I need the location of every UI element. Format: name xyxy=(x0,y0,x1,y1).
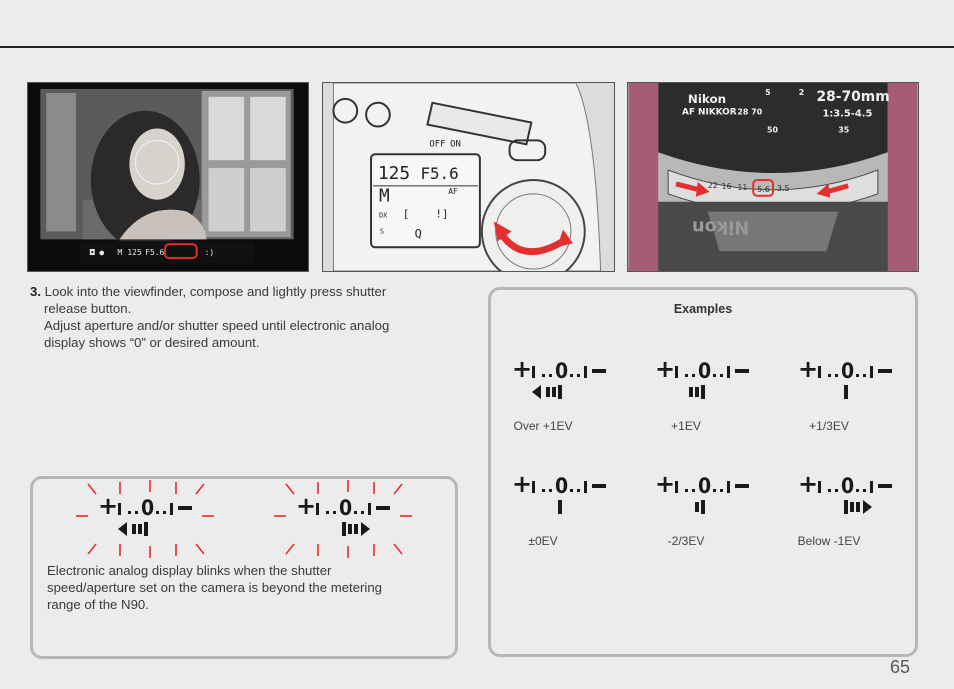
lcd-shutter: 125 xyxy=(377,162,411,184)
example-2-dot-left-1 xyxy=(835,374,838,377)
example-5-plus: + xyxy=(798,470,819,498)
example-4-dot-right-0 xyxy=(713,489,716,492)
example-item xyxy=(504,355,634,433)
example-0-bar-0 xyxy=(558,385,562,399)
example-2-zero: 0 xyxy=(841,359,855,383)
zoom-70: 70 xyxy=(751,107,763,117)
example-5-minus xyxy=(878,484,892,488)
example-1-plus: + xyxy=(655,355,676,383)
blink-0-bar-0 xyxy=(144,522,148,536)
blink-0-ray-4 xyxy=(196,484,204,494)
example-0-bar-2 xyxy=(546,387,550,397)
blink-caption-line-1: Electronic analog display blinks when the shutter xyxy=(47,563,332,578)
viewfinder-photo xyxy=(27,82,309,272)
example-0-tick-left xyxy=(532,366,535,378)
example-5-bar-0 xyxy=(844,500,848,514)
example-item xyxy=(790,355,920,433)
example-3-display xyxy=(512,470,606,514)
blink-0-bar-2 xyxy=(132,524,136,534)
blink-0-zero: 0 xyxy=(141,496,155,520)
blink-1-bar-0 xyxy=(342,522,346,536)
svg-text:◘ ●: ◘ ● xyxy=(89,248,105,258)
example-1-dot-left-0 xyxy=(685,374,688,377)
example-label: Below -1EV xyxy=(797,534,861,548)
blink-1-ray-11 xyxy=(394,544,402,554)
example-2-tick-left xyxy=(818,366,821,378)
example-3-bar-center xyxy=(558,500,562,514)
blink-0-ray-0 xyxy=(88,484,96,494)
blink-1-ray-0 xyxy=(286,484,294,494)
scale-22: 22 xyxy=(707,180,718,190)
example-5-zero: 0 xyxy=(841,474,855,498)
dist-2: 2 xyxy=(798,87,805,97)
lens-photo xyxy=(627,82,919,272)
vf-shutter: 125 xyxy=(127,248,142,258)
example-1-zero: 0 xyxy=(698,359,712,383)
blink-caption-line-2: speed/aperture set on the camera is beyond the metering xyxy=(47,580,383,595)
blink-0-plus: + xyxy=(98,492,119,520)
lens-model: AF NIKKOR xyxy=(681,107,737,118)
example-display-svg xyxy=(790,355,920,415)
example-4-plus: + xyxy=(655,470,676,498)
blink-1-dot-right-1 xyxy=(361,511,364,514)
example-5-dot-left-0 xyxy=(828,489,831,492)
example-label: Over +1EV xyxy=(513,419,573,433)
lcd-aperture: F5.6 xyxy=(420,163,459,183)
blink-0-ray-7 xyxy=(88,544,96,554)
blink-0-dot-left-0 xyxy=(128,511,131,514)
example-4-bar-1 xyxy=(695,502,699,512)
blink-caption xyxy=(47,562,447,613)
example-4-dot-left-1 xyxy=(692,489,695,492)
example-4-tick-right xyxy=(727,481,730,493)
example-5-dot-right-1 xyxy=(863,489,866,492)
blink-1-plus: + xyxy=(296,492,317,520)
example-5-dot-left-1 xyxy=(835,489,838,492)
step-number: 3. xyxy=(30,284,41,299)
zoom-28: 28 xyxy=(737,107,749,117)
zoom-35: 35 xyxy=(838,125,850,135)
example-4-tick-left xyxy=(675,481,678,493)
blink-0-minus xyxy=(178,506,192,510)
scale-3-5: 3.5 xyxy=(776,183,790,193)
blink-1-ray-7 xyxy=(286,544,294,554)
example-display-svg xyxy=(647,355,777,415)
example-5-dot-right-0 xyxy=(856,489,859,492)
example-4-display xyxy=(655,470,749,514)
blink-caption-line-3: range of the N90. xyxy=(47,597,149,612)
example-1-minus xyxy=(735,369,749,373)
example-display-svg xyxy=(504,355,634,415)
vf-mode: M xyxy=(117,248,123,258)
blink-0-dot-left-1 xyxy=(135,511,138,514)
example-2-dot-right-0 xyxy=(856,374,859,377)
blink-1-tick-left xyxy=(316,503,319,515)
step-line-3: Adjust aperture and/or shutter speed until electronic analog xyxy=(44,318,390,333)
blink-1-arrow-right xyxy=(361,522,370,536)
blink-1-tick-right xyxy=(368,503,371,515)
zoom-50: 50 xyxy=(767,125,779,135)
lens-brand: Nikon xyxy=(687,91,727,106)
example-0-bar-1 xyxy=(552,387,556,397)
example-3-tick-left xyxy=(532,481,535,493)
body-name: Nikon xyxy=(692,216,750,238)
example-2-dot-right-1 xyxy=(863,374,866,377)
example-0-plus: + xyxy=(512,355,533,383)
blink-1-dot-left-0 xyxy=(326,511,329,514)
example-0-display xyxy=(512,355,606,399)
example-label: +1/3EV xyxy=(809,419,849,433)
blink-1-display xyxy=(296,492,390,536)
example-3-dot-right-1 xyxy=(577,489,580,492)
lcd-af: AF xyxy=(448,186,458,196)
scale-16: 16 xyxy=(721,181,732,191)
lens-aperture-range: 1:3.5-4.5 xyxy=(822,108,873,120)
example-1-dot-right-0 xyxy=(713,374,716,377)
blink-0-tick-right xyxy=(170,503,173,515)
example-3-minus xyxy=(592,484,606,488)
example-5-tick-left xyxy=(818,481,821,493)
blink-0-arrow-left xyxy=(118,522,127,536)
example-1-tick-left xyxy=(675,366,678,378)
example-item xyxy=(647,355,777,433)
example-3-tick-right xyxy=(584,481,587,493)
svg-text:Q: Q xyxy=(414,226,422,241)
example-1-bar-2 xyxy=(689,387,693,397)
blink-0-dot-right-0 xyxy=(156,511,159,514)
example-2-tick-right xyxy=(870,366,873,378)
example-2-display xyxy=(798,355,892,399)
blink-0-bar-1 xyxy=(138,524,142,534)
blink-0-tick-left xyxy=(118,503,121,515)
example-0-dot-right-1 xyxy=(577,374,580,377)
example-3-plus: + xyxy=(512,470,533,498)
blink-displays xyxy=(74,480,444,558)
examples-title: Examples xyxy=(673,302,733,316)
blink-1-bar-1 xyxy=(348,524,352,534)
blink-1-zero: 0 xyxy=(339,496,353,520)
lcd-dx: DX xyxy=(378,211,388,220)
example-5-tick-right xyxy=(870,481,873,493)
blink-0-display xyxy=(98,492,192,536)
example-item xyxy=(790,470,920,548)
lcd-off: OFF xyxy=(429,139,446,150)
step-line-4: display shows “0” or desired amount. xyxy=(44,335,260,350)
example-display-svg xyxy=(647,470,777,530)
example-3-dot-left-0 xyxy=(542,489,545,492)
example-4-dot-right-1 xyxy=(720,489,723,492)
example-item xyxy=(647,470,777,548)
lcd-mode: M xyxy=(378,185,390,207)
example-4-minus xyxy=(735,484,749,488)
camera-lcd-photo xyxy=(322,82,615,272)
svg-text:[ !]: [ !] xyxy=(402,207,449,221)
example-5-bar-2 xyxy=(856,502,860,512)
example-3-zero: 0 xyxy=(555,474,569,498)
example-0-arrow-left xyxy=(532,385,541,399)
example-0-tick-right xyxy=(584,366,587,378)
example-display-svg xyxy=(504,470,634,530)
scale-5-6: 5.6 xyxy=(757,184,770,194)
example-label: ±0EV xyxy=(528,534,558,548)
example-5-display xyxy=(798,470,892,514)
example-2-bar-0 xyxy=(844,385,848,399)
example-0-dot-left-0 xyxy=(542,374,545,377)
example-item xyxy=(504,470,634,548)
example-2-plus: + xyxy=(798,355,819,383)
example-3-dot-right-0 xyxy=(570,489,573,492)
example-5-arrow-right xyxy=(863,500,872,514)
scale-11: 11 xyxy=(737,182,748,192)
example-5-bar-1 xyxy=(850,502,854,512)
blink-1-ray-4 xyxy=(394,484,402,494)
step-instruction xyxy=(30,283,455,351)
lcd-on: ON xyxy=(450,139,461,150)
blink-1-dot-left-1 xyxy=(333,511,336,514)
step-line-2: release button. xyxy=(44,301,132,316)
example-label: -2/3EV xyxy=(667,534,705,548)
lcd-s: S xyxy=(379,227,385,236)
svg-text::): :) xyxy=(204,248,215,258)
example-label: +1EV xyxy=(671,419,701,433)
example-2-dot-left-0 xyxy=(828,374,831,377)
example-0-zero: 0 xyxy=(555,359,569,383)
blink-1-dot-right-0 xyxy=(354,511,357,514)
example-1-tick-right xyxy=(727,366,730,378)
page-number: 65 xyxy=(890,657,911,677)
example-0-dot-left-1 xyxy=(549,374,552,377)
example-1-dot-left-1 xyxy=(692,374,695,377)
example-4-zero: 0 xyxy=(698,474,712,498)
dist-5: 5 xyxy=(765,87,771,97)
blink-1-bar-2 xyxy=(354,524,358,534)
vf-aperture: F5.6 xyxy=(145,248,165,258)
top-rule xyxy=(0,46,954,48)
example-1-dot-right-1 xyxy=(720,374,723,377)
example-4-dot-left-0 xyxy=(685,489,688,492)
step-line-1: Look into the viewfinder, compose and lightly press shutter xyxy=(44,284,387,299)
example-0-dot-right-0 xyxy=(570,374,573,377)
example-display-svg xyxy=(790,470,920,530)
example-3-dot-left-1 xyxy=(549,489,552,492)
blink-0-dot-right-1 xyxy=(163,511,166,514)
example-4-bar-0 xyxy=(701,500,705,514)
example-1-display xyxy=(655,355,749,399)
example-0-minus xyxy=(592,369,606,373)
example-1-bar-0 xyxy=(701,385,705,399)
example-2-minus xyxy=(878,369,892,373)
blink-0-ray-11 xyxy=(196,544,204,554)
blink-1-minus xyxy=(376,506,390,510)
example-1-bar-1 xyxy=(695,387,699,397)
lens-focal: 28-70mm xyxy=(816,88,890,105)
